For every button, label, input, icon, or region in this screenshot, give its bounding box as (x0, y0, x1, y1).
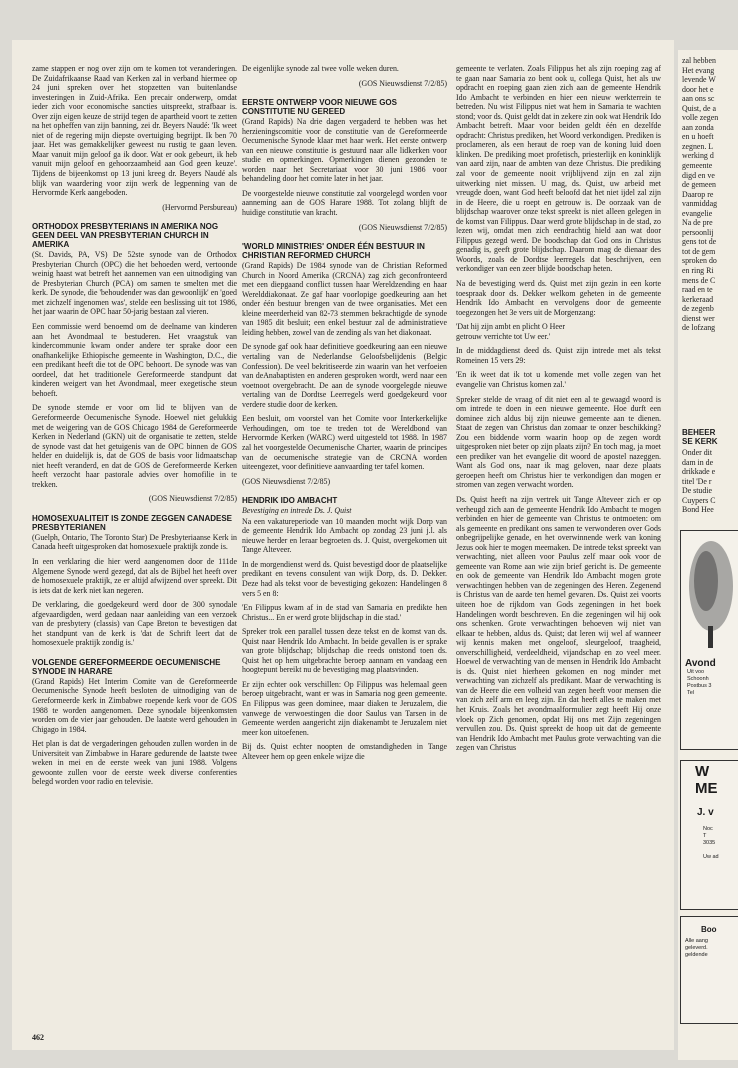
source-line: (GOS Nieuwsdienst 7/2/85) (358, 78, 447, 88)
source-line: (Hervormd Persbureau) (162, 202, 237, 212)
ad-title: Avond (685, 658, 716, 669)
paragraph: Bij ds. Quist echter noopten de omstandigheden in Tange Alteveer hem op geen enkele wijze die (242, 742, 447, 761)
paragraph: Een besluit, om voorstel van het Comite voor Interkerkelijke Verhoudingen, om toe te treden tot de Wereldbond van Hervormde Kerken (WARC) werd uitgesteld tot 1988. In 1987 zal het voorgestelde Oecumenische Charter, waarin de principes van de oecumenische strategie van de CRCNA worden uiteengezet, voor definitieve aanvaarding ter tafel komen. (242, 414, 447, 472)
article-heading: 'WORLD MINISTRIES' ONDER ÉÉN BESTUUR IN CHRISTIAN REFORMED CHURCH (242, 242, 425, 261)
paragraph: (St. Davids, PA, VS) De 52ste synode van de Orthodox Presbyterian Church (OPC) die het behoeden werd, vertoonde weinig haast wat betreft het aannemen van een uitnodiging van de Presbyterian Church (PCA) om samen te smelten met die kerk. De synode, die 'behoudender was dan gewoonlijk' en 'goed met zichzelf ingenomen was', stelde een beslissing uit tot 1986, het jaar waarin de OPC haar 50-jarig bestaan zal vieren. (32, 250, 237, 317)
next-page-edge (678, 50, 738, 1060)
source-line: (GOS Nieuwsdienst 7/2/85) (148, 494, 237, 504)
quote-line: getrouw verrichte tot Uw eer.' (456, 331, 551, 341)
ad-details: Alle aang geleverd. geldende (685, 938, 708, 958)
paragraph: De synode stemde er voor om lid te blijven van de Gereformeerde Oecumenische Synode. Hoewel niet gelukkig met de weigering van de GOS Chicago 1984 de Gereformeerde Kerken in Nederland (GKN) uit de organisatie te zetten, stelde de synode vast dat het getuigenis van de OPC binnen de GOS helder en duidelijk is, dat de GOS de basis voor lidmaatschap niet heeft veranderd, en dat de GOS de Gereformeerde Kerken heeft verzocht haar pastorale advies over homofilie in te trekken. (32, 403, 237, 489)
paragraph: 'En ik weet dat ik tot u komende met volle zegen van het evangelie van Christus komen zal.' (456, 370, 661, 389)
quote-line: 'Dat hij zijn ambt en plicht O Heer (456, 322, 566, 332)
paragraph: (Grand Rapids) Het Interim Comite van de Gereformeerde Oecumenische Synode heeft besloten de uitnodiging van de Gereformeerde kerk in Zimbabwe roepende kerk voor de GOS 1988 te worden aangenomen. Deze synodale bijeenkomsten worden om de vier jaar gehouden. De laatste werd gehouden in Chigago in 1984. (32, 676, 237, 734)
paragraph: 'En Filippus kwam af in de stad van Samaria en predikte hen Christus... En er werd grote blijdschap in die stad.' (242, 603, 447, 622)
paragraph: Het plan is dat de vergaderingen gehouden zullen worden in de Universiteit van Zimbabwe in Harare gedurende de laatste twee weken in mei en de eerste week van juni 1988. Volgens gewoonte zullen voor de eerste week diverse conferenties belegd worden voor radio en televisie. (32, 739, 237, 787)
paragraph: Na een vakatureperiode van 10 maanden mocht wijk Dorp van de gemeente Hendrik Ido Ambacht op zondag 23 juni j.l. als nieuwe herder en leraar begroeten ds. J. Quist, overgekomen uit Tange Alteveer. (242, 516, 447, 555)
advertisement-avond (680, 530, 738, 750)
paragraph: Ds. Quist heeft na zijn vertrek uit Tange Alteveer zich er op verheugd zich aan de gemeente Hendrik Ido Ambacht te mogen verbinden en hier de gemeente van Christus te ontmoeten: om als gemeente en predikant ons samen te verwonderen over Gods onbegrijpelijke genade, en het overwinnende werk van koning Jezus ook hier te mogen meemaken. De intrede tekst spreekt van verwachting, niet alleen voor Paulus zelf maar ook voor de gemeente van Rome aan wie zijn brief gericht is. De gemeente en ook de gemeente van Hendrik Ido Ambacht mogen grote verwachtingen hebben van de zegeningen des Heren. Zegenend is Christus van de aarde ten hemel gevaren. Ds. Quist zei voorts uiteen hoe de rijkdom van Gods zegeningen in het boek Handelingen wordt beschreven. En die zegeningen wil hij ook ons schenken. Grote verwachtingen behoeven wij niet van elkaar te hebben, aldus ds. Quist; dat leren wij wel af wanneer wij kennis maken met ongeloof, sleurgeloof, traagheid, onverschilligheid, verdeeldheid, vijandschap en zo veel meer. Hoewel de verwachting van de mensen in Hendrik Ido Ambacht is ds. Quist niet hierheen gekomen en nog minder met verwachting van zichzelf als predikant. Maar de verwachting is van de Heere die een volheid van zegen heeft voor mensen die van zich zelf arm en leeg zijn. En dat heeft alles te maken met het Kruis. Zoals het avondmaalformulier zegt heeft Hij onze vloek op Zich genomen, opdat Hij ons met Zijn zegeningen vervullen zou. Ds. Quist spreekt de hoop uit dat de gemeente van Hendrik Ido Ambacht met Paulus grote verwachting van die zegen van Christus (456, 494, 661, 753)
paragraph: De synode gaf ook haar definitieve goedkeuring aan een nieuwe vertaling van de Nederlandse Geloofsbelijdenis (Belgic Confession). De veel bekritiseerde zin waarin van het verfoeien van deAnabaptisten en anderen gesproken wordt, werd naar een voetnoot overgebracht. De aan de synode voorgelegde nieuwe vertaling van de Dordtse Leerregels werd goedgekeurd voor verdere studie door de kerken. (242, 342, 447, 409)
paragraph: In de morgendienst werd ds. Quist bevestigd door de plaatselijke predikant en tevens consulent van wijk Dorp, ds. D. Dekker. Deze had als tekst voor de bevestiging gekozen: Handelingen 8 vers 5 en 8: (242, 559, 447, 598)
source-line: (GOS Nieuwsdienst 7/2/85) (242, 476, 331, 486)
ad-details: Noc T 3035 Uw ad (703, 826, 719, 860)
article-subheading: Bevestiging en intrede Ds. J. Quist (242, 506, 352, 516)
next-page-text: zal hebben Het evang levende W door het e aan ons sc Quist, de a volle zegen aan zonda en u hoeft zegnen. L werking d gemeente digd en ve de gemeen Daarop re vanmiddag evangelie Na de pre persoonlij gens tot de tot de gem sproken do en ring Ri mens de C raad en te kerkeraad de zegenb dienst wer de lofzang (682, 56, 719, 333)
column-3 (456, 64, 661, 1024)
paragraph: In de middagdienst deed ds. Quist zijn intrede met als tekst Romeinen 15 vers 29: (456, 346, 661, 365)
column-2 (242, 64, 447, 924)
paragraph: Spreker trok een parallel tussen deze tekst en de komst van ds. Quist naar Hendrik Ido Ambacht. In beide gevallen is er sprake van grote blijdschap; blijdschap die reeds ontstond toen ds. Quist het op hem uitgebrachte beroep aannam en vandaag een hoogtepunt bereikt nu de bevestiging mag plaatsvinden. (242, 627, 447, 675)
paragraph: Er zijn echter ook verschillen: Op Filippus was helemaal geen beroep uitgebracht, want er was in Samaria nog geen gemeente. En Filippus was geen dominee, maar diaken te Jeruzalem, die vanwege de verwoestingen die door Saulus van Tarsen in de Gemeente werden aangericht zijn diakenambt te Jeruzalem niet meer kon uitoefenen. (242, 679, 447, 737)
paragraph: In een verklaring die hier werd aangenomen door de 111de Algemene Synode werd gezegd, dat als de Bijbel het heeft over de homosexuele praktijk, ze er altijd afwijzend over spreekt. Dit is iets dat de kerk niet kan negeren. (32, 556, 237, 595)
paragraph: (Grand Rapids) De 1984 synode van de Christian Reformed Church in Noord Amerika (CRCNA) zag zich geconfronteerd met een diepgaand conflict tussen haar Wereldzending en haar Werelddiakonaat. Ze gaf haar voorlopige goedkeuring aan het onder één bestuur brengen van de twee organisaties. Met een kleine meerderheid van 82-73 stemmen bekrachtigde de synode van 1985 dit besluit; een enkel bestuur zal de administratieve leiding hebben, zowel van de zending als van het diakonaat. (242, 261, 447, 337)
article-heading: HENDRIK IDO AMBACHT (242, 496, 338, 506)
paragraph: Na de bevestiging werd ds. Quist met zijn gezin in een korte toespraak door ds. Dekker welkom geheten in de gemeente Hendrik Ido Ambacht en vervolgens door de gemeente toegezongen het 3e vers uit de Morgenzang: (456, 279, 661, 317)
ad-name: J. v (697, 807, 714, 818)
tree-illustration-icon (681, 531, 738, 651)
paragraph: Spreker stelde de vraag of dit niet een al te gewaagd woord is om intrede te doen in een nieuwe gemeente. Hoe durft een dominee zich aldus bij zijn nieuwe gemeente aan te dienen. Staat de zegen van Christus dan zomaar te onzer beschikking? Zou een biddende vorm waarin hoop op de zegen wordt uitgesproken niet beter op zijn plaats zijn? En toch mag, ja moet een prediker van het evangelie dit woord de apostel nazeggen. Want als God ons, naar ik mag geloven, naar deze plaats geroepen heeft om Christus hier te verkondigen dan mogen er stromen van zegen verwacht worden. (456, 394, 661, 490)
advertisement-boo (680, 916, 738, 1024)
article-heading: ORTHODOX PRESBYTERIANS IN AMERIKA NOG GEEN DEEL VAN PRESBYTERIAN CHURCH IN AMERIKA (32, 222, 219, 250)
next-page-heading: BEHEER SE KERK (682, 428, 718, 446)
page-number: 462 (32, 1033, 44, 1042)
paragraph: De voorgestelde nieuwe constitutie zal voorgelegd worden voor aanneming aan de GOS Harare 1988. Tot zolang blijft de huidige constitutie van kracht. (242, 188, 447, 218)
next-page-text-2: Onder dit dam in de drikkade e titel 'De r De studie Cuypers C Bond Hee (682, 448, 716, 515)
article-heading: EERSTE ONTWERP VOOR NIEUWE GOS CONSTITUTIE NU GEREED (242, 98, 397, 117)
paragraph: De eigenlijke synode zal twee volle weken duren. (242, 64, 399, 73)
ad-details: Uit voo Schoonh Postbus 3 Tel (687, 669, 712, 696)
source-line: (GOS Nieuwsdienst 7/2/85) (358, 222, 447, 232)
paragraph: (Guelph, Ontario, The Toronto Star) De Presbyteriaanse Kerk in Canada heeft uitgesproken dat homosexuele praktijk zonde is. (32, 532, 237, 552)
paragraph: zame stappen er nog over zijn om te komen tot veranderingen. De Zuidafrikaanse Raad van Kerken zal in verband hiermee op 24 juni spreken over het stopzetten van buitenlandse investeringen in Zuid-Afrika. Een precair onderwerp, omdat ieder zich voor economische sancties uitspreekt, strafbaar is. Over zijn eigen keuze de strijd tegen de apartheid voort te zetten na het opheffen van zijn banning, zei dr. Beyers Naudé: 'Ik weet niet of de regering mijn diepste overtuiging begrijpt. Ik ben 70 jaar. Het was gemakkelijker geweest nu rustig te gaan leven. Maar vanuit mijn geloof ga ik door. Wat er ook gebeurt, ik heb vanuit mijn geloof en gehoorzaamheid aan God geen keuze'. Tijdens de bijeenkomst op 13 juni kreeg dr. Beyers Naudé als blijk van waardering voor zijn werk de legpenning van de Hervormde Kerk aangeboden. (32, 64, 237, 198)
paragraph: De verklaring, die goedgekeurd werd door de 300 synodale afgevaardigden, werd gedaan naar aanleiding van een verzoek van de presbytery (classis) van Cape Breton te bevestigen dat het standpunt van de kerk is 'dat de Schrift leert dat de homosexuele praktijk zondig is.' (32, 600, 237, 648)
ad-title: Boo (701, 925, 717, 934)
paragraph: (Grand Rapids) Na drie dagen vergaderd te hebben was het herzieningscomitie voor de constitutie van de Gereformeerde Oecumenische Synode klaar met haar werk. Het eerste ontwerp van een nieuwe constitutie is gestuurd naar alle lidkerken voor studie en opmerkingen. Opmerkingen dienen gezonden te worden naar het Secretariaat voor 30 juni 1986 voor behandeling door het comite later in het jaar. (242, 117, 447, 184)
paragraph: gemeente te verlaten. Zoals Filippus het als zijn roeping zag af te gaan naar Samaria zo bent ook u, collega Quist, het als uw opdracht en roeping gaan zien zich aan de gemeente Hendrik Ido Ambacht te verbinden en hier een nieuw werkterrein te betreden. Nu wist Filippus niet wat hem in Samaria te wachten stond; voor ds. Quist geldt dat in zekere zin ook wat Hendrik Ido Ambacht betreft. Maar voor beiden geldt één en dezelfde opdracht: Christus prediken, het Woord verkondigen. Prediken is proclameren, als een heraut de roep van de koning luid doen klinken. De prediking moet profetisch, priesterlijk en koninklijk van aard zijn, naar de ambten van deze Christus. Die prediking zal voor de gemeente nooit vrijblijvend zijn en zal zijn uitwerking niet missen. U mag, ds. Quist, uw arbeid met vreugde doen, want God heeft beloofd dat het niet ijdel zal zijn in de Heere, die u roept en getrouw is. De oorzaak van de blijdschap waarover onze tekst spreekt is niet alleen gelegen in de komst van Filippus. Daar werd grote blijdschap in de stad, zo lezen wij, omdat men zich eendrachtig hield aan wat door Filippus gezegd werd. De boodschap dat God ons in Christus genadig is, geeft grote blijdschap. Daarom mag de dienaar des Woords, zoals de Dordtse leerregels dat beschrijven, een verkondiger van een zeer blijde boodschap heten. (456, 64, 661, 274)
ad-title: W ME (695, 763, 718, 797)
column-1 (32, 64, 237, 1034)
advertisement-me (680, 760, 738, 910)
magazine-page (12, 40, 674, 1050)
article-heading: VOLGENDE GEREFORMEERDE OECUMENISCHE SYNODE IN HARARE (32, 657, 221, 676)
paragraph: Een commissie werd benoemd om de deelname van kinderen aan het Avondmaal te bestuderen. Het vraagstuk van kindercommunie kwam onder andere ter sprake door een onafhankelijke Ethiopische gemeente in Washington, D.C., die een predikant heeft die tot de OPC behoort. De synode was van oordeel, dat het traditionele Gereformeerde standpunt dat kinderen weigert van het Avondmaal, meer exegetische steun behoeft. (32, 322, 237, 398)
article-heading: HOMOSEXUALITEIT IS ZONDE ZEGGEN CANADESE PRESBYTERIANEN (32, 513, 233, 532)
